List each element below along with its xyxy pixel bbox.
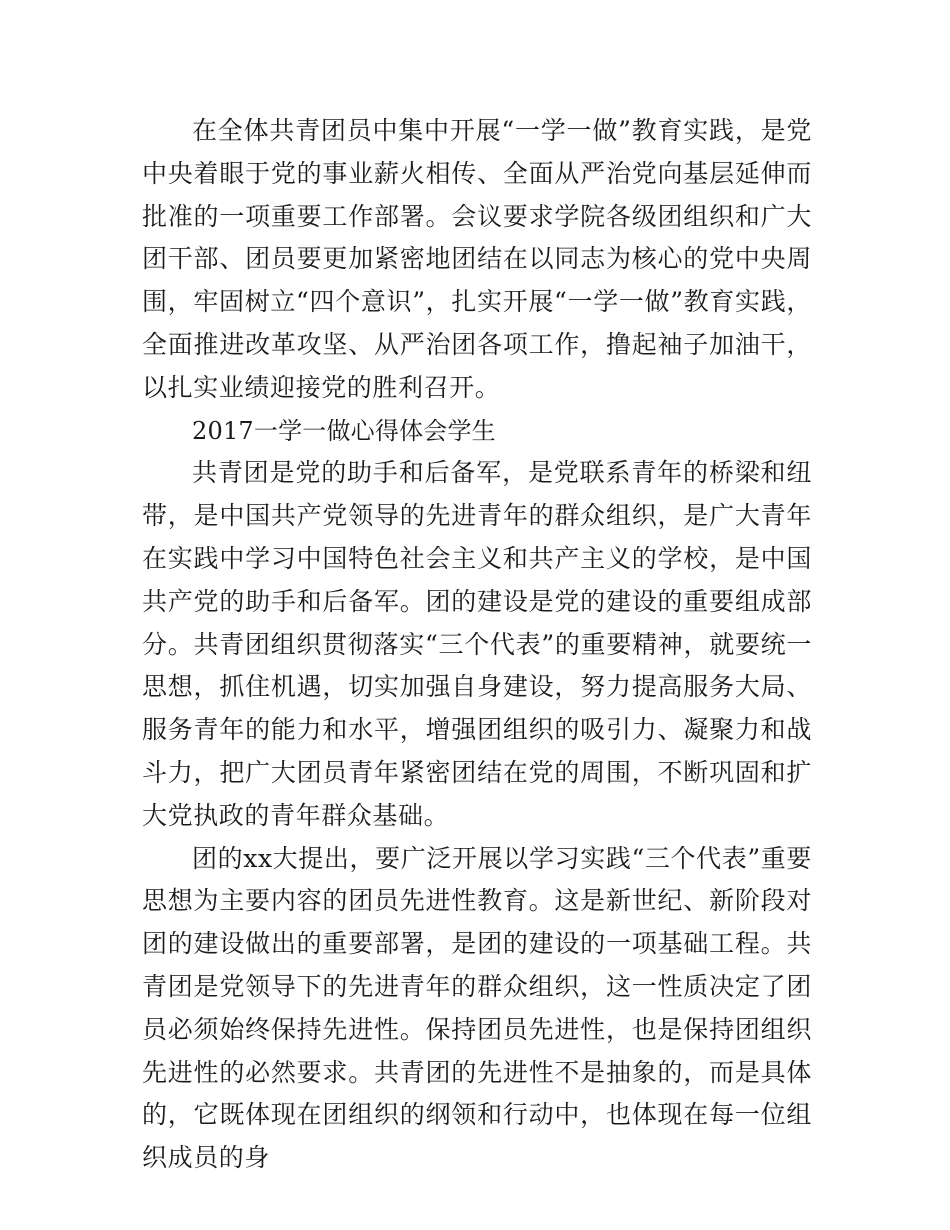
paragraph-3: 团的xx大提出，要广泛开展以学习实践“三个代表”重要思想为主要内容的团员先进性教育。这是新世纪、新阶段对团的建设做出的重要部署，是团的建设的一项基础工程。共青团是党领导下的先进青年的群众组织，这一性质决定了团员必须始终保持先进性。保持团员先进性，也是保持团组织先进性的必然要求。共青团的先进性不是抽象的，而是具体的，它既体现在团组织的纲领和行动中，也体现在每一位组织成员的身: [142, 843, 812, 1173]
paragraph-2: 共青团是党的助手和后备军，是党联系青年的桥梁和纽带，是中国共产党领导的先进青年的群众组织，是广大青年在实践中学习中国特色社会主义和共产主义的学校，是中国共产党的助手和后备军。团的建设是党的建设的重要组成部分。共青团组织贯彻落实“三个代表”的重要精神，就要统一思想，抓住机遇，切实加强自身建设，努力提高服务大局、服务青年的能力和水平，增强团组织的吸引力、凝聚力和战斗力，把广大团员青年紧密团结在党的周围，不断巩固和扩大党执政的青年群众基础。: [142, 458, 812, 830]
document-body: [142, 110, 812, 1180]
paragraph-1: 在全体共青团员中集中开展“一学一做”教育实践，是党中央着眼于党的事业薪火相传、全面从严治党向基层延伸而批准的一项重要工作部署。会议要求学院各级团组织和广大团干部、团员要更加紧密地团结在以同志为核心的党中央周围，牢固树立“四个意识”，扎实开展“一学一做”教育实践，全面推进改革攻坚、从严治团各项工作，撸起袖子加油干，以扎实业绩迎接党的胜利召开。: [142, 116, 812, 402]
section-heading: 2017一学一做心得体会学生: [192, 416, 496, 445]
